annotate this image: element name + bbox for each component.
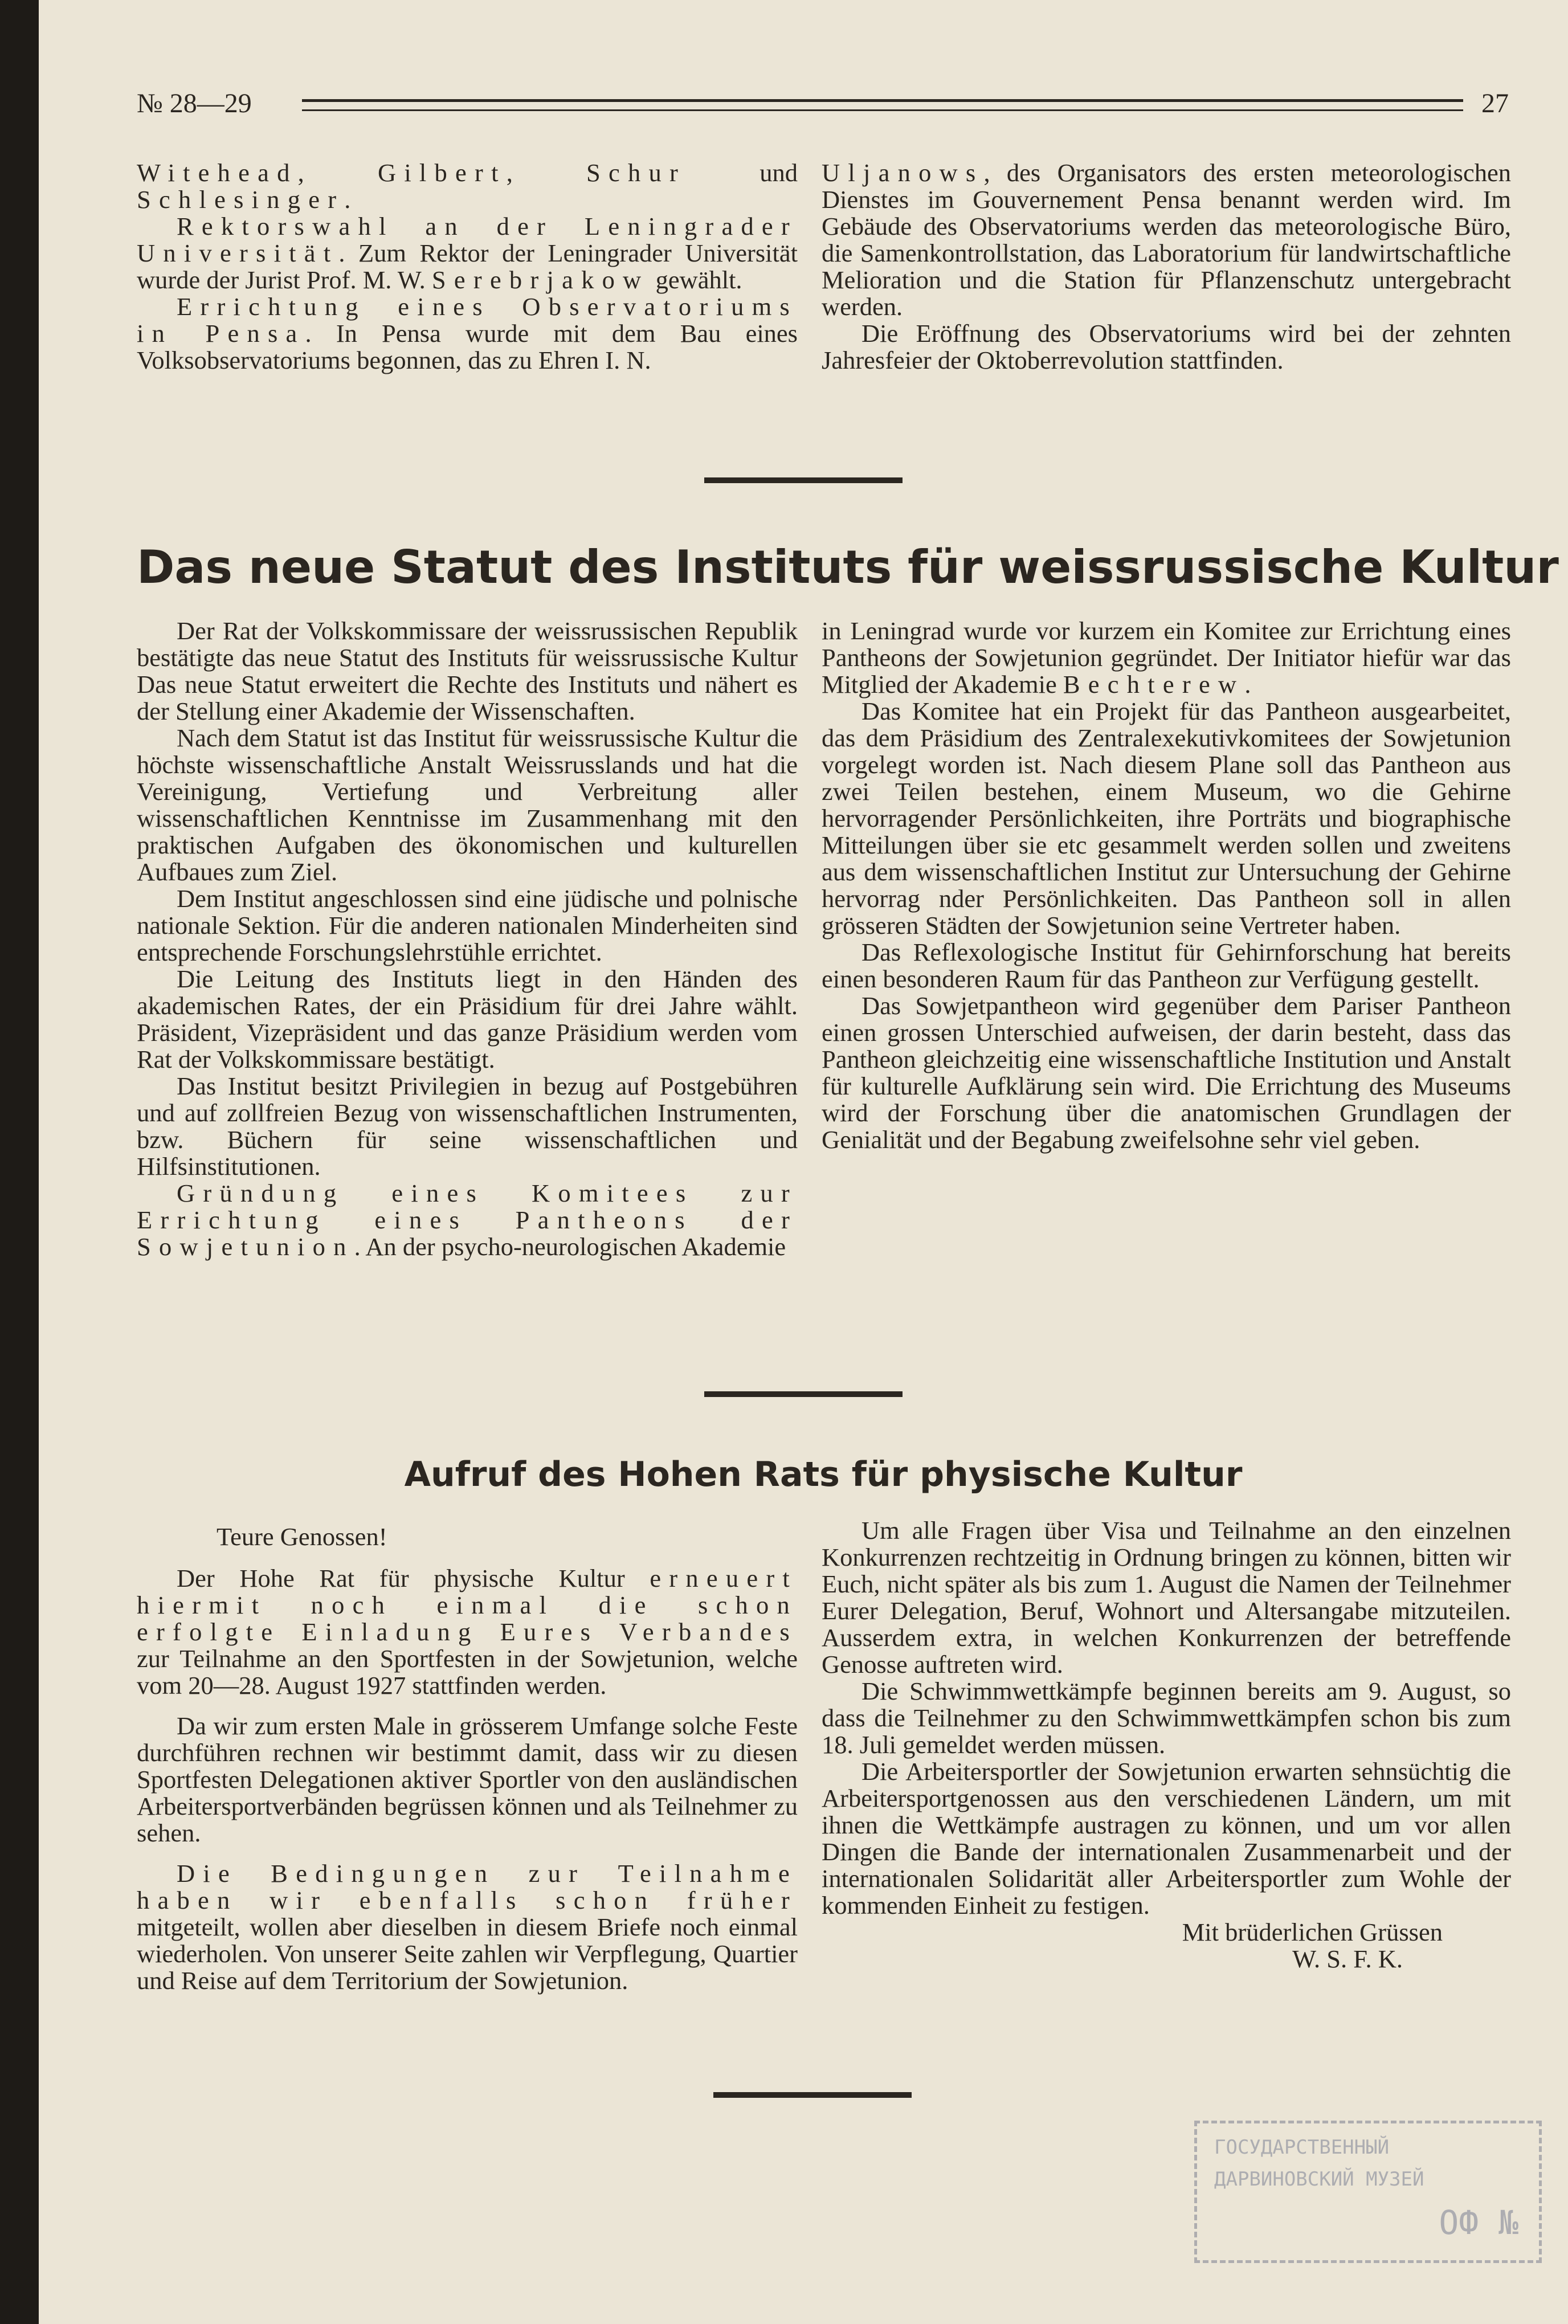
paragraph: Der Hohe Rat für physische Kultur erneuert hiermit noch einmal die schon erfolgte Einladung Eures Verbandes zur Teilnahme an den Sportfesten in der Sowjetunion, welche vom 20—28. August 1927 stattfinden werden. xyxy=(137,1564,798,1700)
article-title: Das neue Statut des Instituts für weissrussische Kultur xyxy=(137,541,1559,594)
article-column-left xyxy=(137,618,798,1260)
paragraph: Die Arbeitersportler der Sowjetunion erwarten sehnsüchtig die Arbeitersportgenossen aus den verschiedenen Ländern, um mit ihnen die Wettkämpfe austragen zu können, und um vor allen Dingen die Bande der internationalen Zusammenarbeit und der internationalen Solidarität aller Arbeitersportler zum Wohle der kommenden Einheit zu festigen. xyxy=(822,1757,1511,1919)
appeal-text-left xyxy=(137,1565,798,1994)
paragraph: Die Bedingungen zur Teilnahme haben wir ebenfalls schon früher mitgeteilt, wollen aber dieselben in diesem Briefe noch einmal wiederholen. Von unserer Seite zahlen wir Verpflegung, Quartier und Reise auf dem Territorium der Sowjetunion. xyxy=(137,1859,798,1995)
page-header xyxy=(137,85,1509,125)
news-column-right xyxy=(822,160,1511,374)
paragraph: Rektorswahl an der Leningrader Universität. Zum Rektor der Leningrader Universität wurde der Jurist Prof. M. W. Serebrjakow gewählt. xyxy=(137,212,798,294)
museum-stamp: ГОСУДАРСТВЕННЫЙ ДАРВИНОВСКИЙ МУЗЕЙ ОФ № xyxy=(1194,2121,1542,2263)
issue-number: № 28—29 xyxy=(137,88,252,119)
appeal-text-right xyxy=(822,1517,1511,1919)
paragraph: Uljanows, des Organisators des ersten meteorologischen Dienstes im Gouvernement Pensa benannt werden wird. Im Gebäude des Observatoriums werden das meteorologische Büro, die Samenkontrollstation, das Laboratorium für landwirtschaftliche Melioration und die Station für Pflanzenschutz untergebracht werden. xyxy=(822,158,1511,321)
paragraph: Um alle Fragen über Visa und Teilnahme an den einzelnen Konkurrenzen rechtzeitig in Ordnung bringen zu können, bitten wir Euch, nicht später als bis zum 1. August die Namen der Teilnehmer Eurer Delegation, Beruf, Wohnort und Altersangabe mitzuteilen. Ausserdem extra, in welchen Konkurrenzen der betreffende Genosse auftreten wird. xyxy=(822,1516,1511,1678)
header-rule xyxy=(302,99,1463,102)
section-divider xyxy=(713,2092,912,2098)
paragraph: Die Eröffnung des Observatoriums wird bei der zehnten Jahresfeier der Oktoberrevolution stattfinden. xyxy=(822,319,1511,374)
signature: W. S. F. K. xyxy=(1292,1945,1403,1973)
section-divider xyxy=(704,477,903,483)
greeting: Teure Genossen! xyxy=(217,1522,387,1551)
article-title: Aufruf des Hohen Rats für physische Kultur xyxy=(404,1455,1243,1494)
paragraph: Dem Institut angeschlossen sind eine jüdische und polnische nationale Sektion. Für die anderen nationalen Minderheiten sind entsprechende Forschungslehrstühle errichtet. xyxy=(137,884,798,966)
paragraph: Das Sowjetpantheon wird gegenüber dem Pariser Pantheon einen grossen Unterschied aufweisen, der darin besteht, dass das Pantheon gleichzeitig eine wissenschaftliche Institution und Anstalt für kulturelle Aufklärung sein wird. Die Errichtung des Museums wird der Forschung über die anatomischen Grundlagen der Genialität und der Begabung zweifelsohne sehr viel geben. xyxy=(822,991,1511,1154)
page xyxy=(39,0,1568,2324)
news-column-left xyxy=(137,160,798,374)
paragraph: Die Schwimmwettkämpfe beginnen bereits am 9. August, so dass die Teilnehmer zu den Schwimmwettkämpfen schon bis zum 18. Juli gemeldet werden müssen. xyxy=(822,1677,1511,1759)
paragraph: Da wir zum ersten Male in grösserem Umfange solche Feste durchführen rechnen wir bestimmt damit, dass wir zu diesen Sportfesten Delegationen aktiver Sportler von den ausländischen Arbeitersportverbänden begrüssen können und als Teilnehmer zu sehen. xyxy=(137,1712,798,1847)
section-divider xyxy=(704,1391,903,1397)
paragraph: Das Komitee hat ein Projekt für das Pantheon ausgearbeitet, das dem Präsidium des Zentralexekutivkomitees der Sowjetunion vorgelegt worden ist. Nach diesem Plane soll das Pantheon aus zwei Teilen bestehen, einem Museum, wo die Gehirne hervorragender Persönlichkeiten, ihre Porträts und biographische Mitteilungen über sie etc gesammelt werden sollen und zweitens aus dem wissenschaftlichen Institut zur Untersuchung der Gehirne hervorrag nder Persönlichkeiten. Das Pantheon soll in allen grösseren Städten der Sowjetunion seine Vertreter haben. xyxy=(822,697,1511,940)
paragraph: in Leningrad wurde vor kurzem ein Komitee zur Errichtung eines Pantheons der Sowjetunion gegründet. Der Initiator hiefür war das Mitglied der Akademie Bechterew. xyxy=(822,616,1511,699)
paragraph: Witehead, Gilbert, Schur und Schlesinger. xyxy=(137,158,798,214)
page-number: 27 xyxy=(1481,88,1509,119)
closing-greeting: Mit brüderlichen Grüssen xyxy=(1182,1918,1443,1946)
paragraph: Die Leitung des Instituts liegt in den Händen des akademischen Rates, der ein Präsidium für drei Jahre wählt. Präsident, Vizepräsident und das ganze Präsidium werden vom Rat der Volkskommissare bestätigt. xyxy=(137,965,798,1073)
appeal-column-right xyxy=(822,1517,1511,1972)
appeal-column-left xyxy=(137,1524,798,1994)
article-column-right xyxy=(822,618,1511,1153)
paragraph: Das Reflexologische Institut für Gehirnforschung hat bereits einen besonderen Raum für das Pantheon zur Verfügung gestellt. xyxy=(822,938,1511,993)
paragraph: Das Institut besitzt Privilegien in bezug auf Postgebühren und auf zollfreien Bezug von wissenschaftlichen Instrumenten, bzw. Büchern für seine wissenschaftlichen und Hilfsinstitutionen. xyxy=(137,1072,798,1181)
paragraph: Der Rat der Volkskommissare der weissrussischen Republik bestätigte das neue Statut des Instituts für weissrussische Kultur Das neue Statut erweitert die Rechte des Instituts und nähert es der Stellung einer Akademie der Wissenschaften. xyxy=(137,616,798,725)
header-rule xyxy=(302,109,1463,111)
paragraph: Nach dem Statut ist das Institut für weissrussische Kultur die höchste wissenschaftliche Anstalt Weissrusslands und hat die Vereinigung, Vertiefung und Verbreitung aller wissenschaftlichen Kenntnisse im Zusammenhang mit den praktischen Aufgaben des ökonomischen und kulturellen Aufbaues zum Ziel. xyxy=(137,724,798,886)
paragraph: Errichtung eines Observatoriums in Pensa. In Pensa wurde mit dem Bau eines Volksobservatoriums begonnen, das zu Ehren I. N. xyxy=(137,292,798,374)
paragraph: Gründung eines Komitees zur Errichtung eines Pantheons der Sowjetunion. An der psycho-neurologischen Akademie xyxy=(137,1179,798,1261)
